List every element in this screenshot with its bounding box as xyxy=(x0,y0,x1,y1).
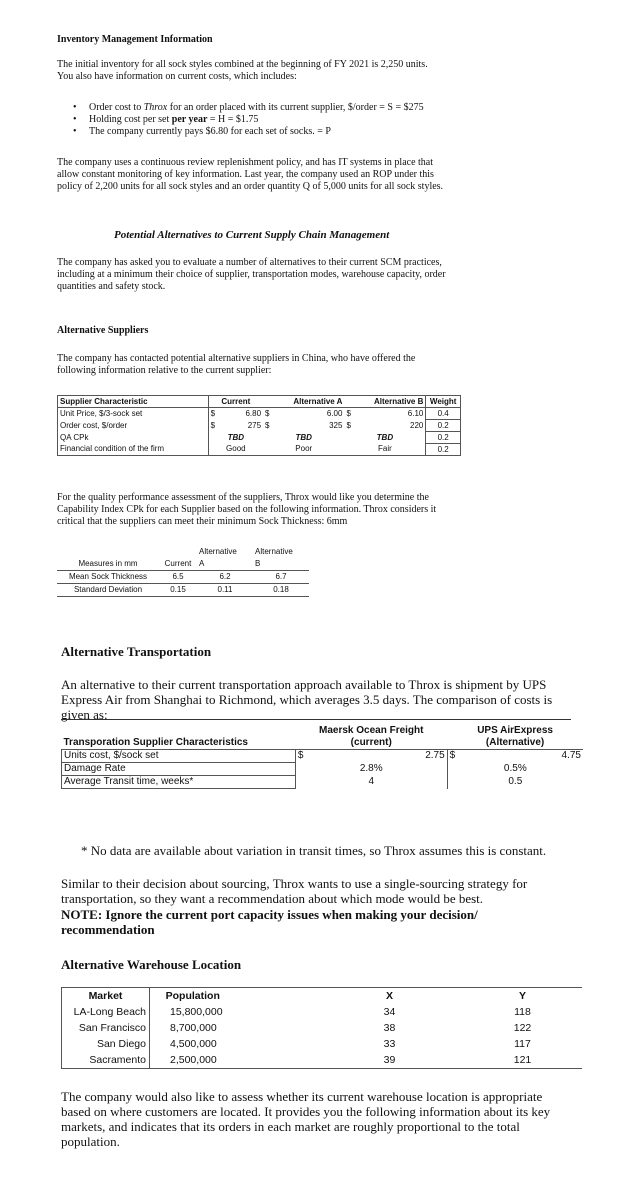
warehouse-header-population: Population xyxy=(150,988,236,1005)
measures-cell-alt-a: 6.2 xyxy=(197,571,253,584)
transport-line2: Express Air from Shanghai to Richmond, which averages 3.5 days. The comparison of costs is xyxy=(61,692,553,707)
warehouse-cell-market: San Francisco xyxy=(62,1020,150,1036)
warehouse-cell-y: 122 xyxy=(513,1021,532,1034)
cell-alt-b: 220 xyxy=(410,420,424,430)
cell-symbol: $ xyxy=(208,420,218,432)
warehouse-table xyxy=(61,987,582,1069)
cell-alt-a: TBD xyxy=(295,432,312,442)
cell-symbol: $ xyxy=(208,408,218,420)
suppliers-line1: The company has contacted potential alternative suppliers in China, who have offered the xyxy=(57,353,416,364)
warehouse-cell-market: Sacramento xyxy=(62,1052,150,1069)
suppliers-paragraph xyxy=(57,353,415,377)
transport-heading: Alternative Transportation xyxy=(61,644,212,659)
bullet-unit-price: • The company currently pays $6.80 for each set of socks. = P xyxy=(57,126,597,138)
warehouse-header-x: X xyxy=(372,988,408,1005)
transport-row-header: Transporation Supplier Characteristics xyxy=(63,737,248,748)
transport-col-ups-sub: (Alternative) xyxy=(485,737,545,748)
warehouse-row xyxy=(62,1004,582,1020)
inventory-intro-line2: You also have information on current costs, which includes: xyxy=(57,71,297,82)
cell-symbol: $ xyxy=(295,750,309,763)
measures-cell-current: 6.5 xyxy=(159,571,197,584)
supplier-row-label: Unit Price, $/3-sock set xyxy=(58,408,209,420)
measures-header-alt-b: B xyxy=(253,558,309,571)
cell-alt-a: 6.00 xyxy=(326,408,343,418)
measures-table xyxy=(57,546,309,597)
cell-alt-a: 325 xyxy=(329,420,343,430)
inventory-intro-line1: The initial inventory for all sock styles combined at the beginning of FY 2021 is 2,250 units. xyxy=(57,59,428,70)
warehouse-row xyxy=(62,1052,582,1069)
alternatives-heading: Potential Alternatives to Current Supply Chain Management xyxy=(114,229,390,241)
measures-cell-alt-a: 0.11 xyxy=(197,584,253,597)
transport-row xyxy=(62,763,584,776)
cell-current: Good xyxy=(208,444,263,456)
transport-rule xyxy=(61,719,571,720)
transport-cell-ups: 4.75 xyxy=(461,750,583,763)
supplier-row-label: Order cost, $/order xyxy=(58,420,209,432)
warehouse-cell-y: 121 xyxy=(504,1052,542,1069)
supplier-row-label: QA CPk xyxy=(58,432,209,444)
cell-current: TBD xyxy=(208,432,263,444)
inventory-intro xyxy=(57,59,428,83)
transport-paragraph xyxy=(61,677,552,722)
warehouse-header-y: Y xyxy=(504,988,542,1005)
single-source-line2: transportation, so they want a recommendation about which mode would be best. xyxy=(61,891,484,906)
cell-weight: 0.2 xyxy=(426,420,461,432)
transport-table xyxy=(61,725,583,789)
alternatives-paragraph xyxy=(57,257,446,293)
port-note xyxy=(61,907,478,937)
supplier-row-label: Financial condition of the firm xyxy=(58,444,209,456)
transport-line3: given as: xyxy=(61,707,108,722)
warehouse-cell-population: 2,500,000 xyxy=(150,1052,236,1069)
header-current: Current xyxy=(208,396,263,408)
quality-paragraph xyxy=(57,492,436,528)
warehouse-cell-y: 117 xyxy=(514,1037,531,1050)
replenishment-paragraph xyxy=(57,157,443,193)
warehouse-cell-market: LA-Long Beach xyxy=(62,1004,150,1020)
measures-alt-b-word: Alternative xyxy=(255,547,293,556)
warehouse-row xyxy=(62,1036,582,1052)
cell-alt-a: Poor xyxy=(263,444,344,456)
single-source-paragraph xyxy=(61,876,527,906)
bullet-holding-cost: • Holding cost per set per year = H = $1.75 xyxy=(57,114,597,126)
measures-row xyxy=(57,584,309,597)
transit-note: * No data are available about variation in transit times, so Throx assumes this is constant. xyxy=(81,843,547,858)
transport-row-label: Units cost, $/sock set xyxy=(62,750,296,763)
warehouse-cell-y: 118 xyxy=(514,1005,531,1018)
measures-header-alt-a: A xyxy=(197,558,253,571)
suppliers-heading: Alternative Suppliers xyxy=(57,325,149,336)
warehouse-header-market: Market xyxy=(62,988,150,1005)
supplier-header-row xyxy=(58,396,461,408)
supplier-row xyxy=(58,444,461,456)
cell-symbol: $ xyxy=(265,408,270,418)
warehouse-cell-population: 8,700,000 xyxy=(150,1020,236,1036)
cell-alt-b: TBD xyxy=(376,432,394,442)
transport-cell-ups: 0.5% xyxy=(447,763,583,776)
cell-weight: 0.2 xyxy=(426,444,461,456)
measures-header-row xyxy=(57,558,309,571)
cell-current: 275 xyxy=(247,420,262,430)
alternatives-line3: quantities and safety stock. xyxy=(57,281,166,292)
warehouse-row xyxy=(62,1020,582,1036)
transport-row-label: Average Transit time, weeks* xyxy=(62,776,296,789)
port-note-line1: NOTE: Ignore the current port capacity issues when making your decision/ xyxy=(61,907,478,922)
warehouse-cell-x: 38 xyxy=(383,1021,396,1034)
cell-alt-b: Fair xyxy=(344,444,425,456)
measures-cell-current: 0.15 xyxy=(159,584,197,597)
inventory-heading: Inventory Management Information xyxy=(57,34,213,45)
warehouse-cell-x: 34 xyxy=(383,1005,396,1018)
quality-line3: critical that the suppliers can meet their minimum Sock Thickness: 6mm xyxy=(57,516,348,527)
transport-cell-maersk: 2.8% xyxy=(295,763,447,776)
alternatives-line1: The company has asked you to evaluate a number of alternatives to their current SCM practices, xyxy=(57,257,442,268)
transport-cell-ups: 0.5 xyxy=(447,776,583,789)
replenishment-line2: allow constant monitoring of key information. Last year, the company used an ROP under this xyxy=(57,169,434,180)
replenishment-line3: policy of 2,200 units for all sock styles and an order quantity Q of 5,000 units for all sock styles. xyxy=(57,181,444,192)
cell-symbol: $ xyxy=(265,420,270,430)
transport-cell-maersk: 4 xyxy=(295,776,447,789)
cell-weight: 0.4 xyxy=(426,408,461,420)
cell-symbol: $ xyxy=(346,420,351,430)
bullet-order-cost: • Order cost to Throx for an order placed with its current supplier, $/order = S = $275 xyxy=(57,102,597,114)
measures-cell-alt-b: 0.18 xyxy=(253,584,309,597)
warehouse-cell-population: 4,500,000 xyxy=(150,1036,236,1052)
transport-col-maersk: Maersk Ocean Freight xyxy=(319,725,424,736)
warehouse-line1: The company would also like to assess whether its current warehouse location is appropriate xyxy=(61,1089,543,1104)
supplier-row xyxy=(58,432,461,444)
warehouse-cell-population: 15,800,000 xyxy=(150,1004,236,1020)
warehouse-line4: population. xyxy=(61,1134,120,1149)
supplier-table xyxy=(57,395,461,456)
cost-bullets xyxy=(57,102,597,138)
quality-line1: For the quality performance assessment of the suppliers, Throx would like you determine the xyxy=(57,492,429,503)
suppliers-line2: following information relative to the current supplier: xyxy=(57,365,272,376)
cell-weight: 0.2 xyxy=(426,432,461,444)
header-alt-b: Alternative B xyxy=(344,396,425,408)
transport-row xyxy=(62,776,584,789)
transport-col-maersk-sub: (current) xyxy=(350,737,392,748)
transport-cell-maersk: 2.75 xyxy=(309,750,447,763)
warehouse-cell-x: 33 xyxy=(383,1037,396,1050)
warehouse-paragraph xyxy=(61,1089,550,1149)
header-weight: Weight xyxy=(426,396,461,408)
quality-line2: Capability Index CPk for each Supplier based on the following information. Throx considers it xyxy=(57,504,437,515)
transport-col-ups: UPS AirExpress xyxy=(477,725,553,736)
warehouse-heading: Alternative Warehouse Location xyxy=(61,957,242,972)
replenishment-line1: The company uses a continuous review replenishment policy, and has IT systems in place that xyxy=(57,157,434,168)
warehouse-header-row xyxy=(62,988,582,1005)
measures-cell-alt-b: 6.7 xyxy=(253,571,309,584)
measures-header-label: Measures in mm xyxy=(57,558,159,571)
header-alt-a: Alternative A xyxy=(263,396,344,408)
transport-line1: An alternative to their current transportation approach available to Throx is shipment by UPS xyxy=(61,677,547,692)
measures-alt-row xyxy=(57,546,309,558)
cell-current: 6.80 xyxy=(245,408,262,418)
measures-alt-a-word: Alternative xyxy=(199,547,237,556)
single-source-line1: Similar to their decision about sourcing, Throx wants to use a single-sourcing strategy for xyxy=(61,876,528,891)
transport-row xyxy=(62,750,584,763)
warehouse-cell-market: San Diego xyxy=(62,1036,150,1052)
alternatives-line2: including at a minimum their choice of supplier, transportation modes, warehouse capacity, order xyxy=(57,269,446,280)
cell-alt-b: 6.10 xyxy=(407,408,424,418)
supplier-row xyxy=(58,408,461,420)
measures-row-label: Standard Deviation xyxy=(57,584,159,597)
measures-header-current: Current xyxy=(159,558,197,571)
cell-symbol: $ xyxy=(447,750,461,763)
warehouse-line2: based on where customers are located. It provides you the following information about its key xyxy=(61,1104,551,1119)
warehouse-line3: markets, and indicates that its orders in each market are roughly proportional to the total xyxy=(61,1119,520,1134)
supplier-row xyxy=(58,420,461,432)
port-note-line2: recommendation xyxy=(61,922,155,937)
warehouse-cell-x: 39 xyxy=(372,1052,408,1069)
header-characteristic: Supplier Characteristic xyxy=(58,396,209,408)
measures-row xyxy=(57,571,309,584)
transport-header-row xyxy=(62,725,584,737)
cell-symbol: $ xyxy=(346,408,351,418)
transport-row-label: Damage Rate xyxy=(62,763,296,776)
measures-row-label: Mean Sock Thickness xyxy=(57,571,159,584)
